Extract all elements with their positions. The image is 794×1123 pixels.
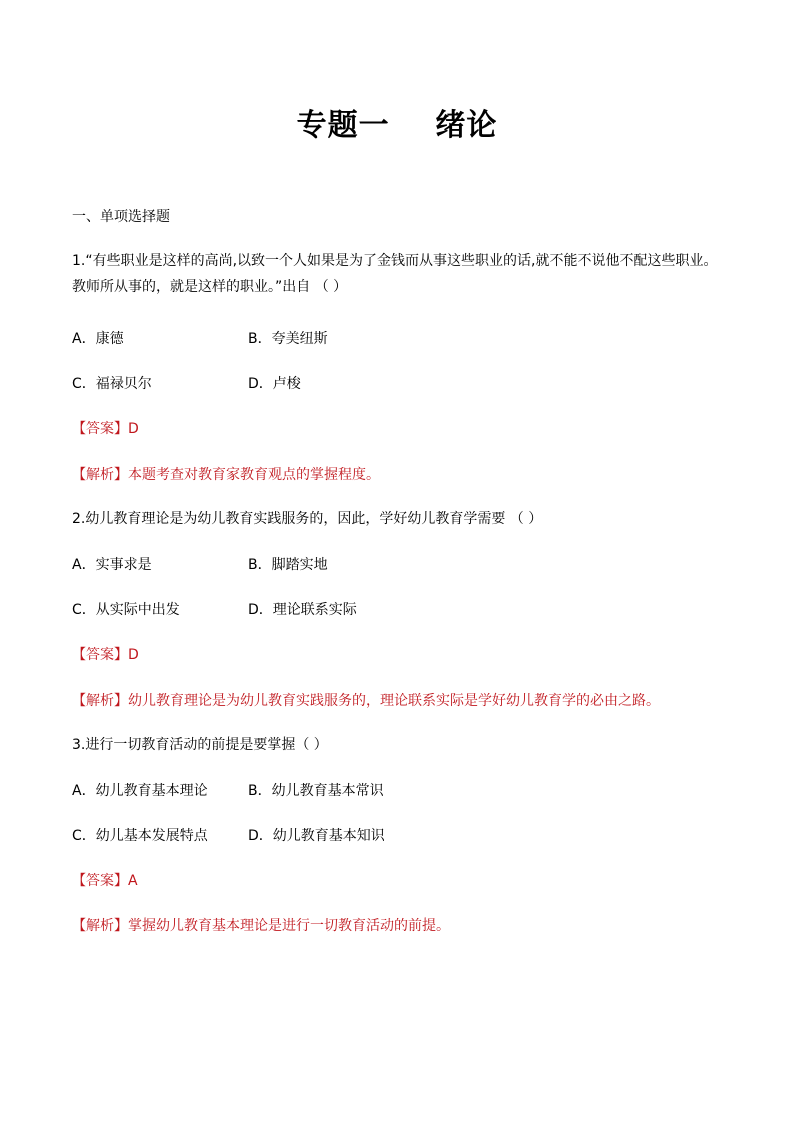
question-1-answer xyxy=(72,418,139,438)
answer-label: 【答案】 xyxy=(72,421,128,437)
question-1-option-d: D．卢梭 xyxy=(248,376,301,392)
question-2-option-d: D．理论联系实际 xyxy=(248,602,357,618)
question-1-line-2: 教师所从事的，就是这样的职业。”出自 （ ） xyxy=(72,279,348,295)
question-3-option-c: C．幼儿基本发展特点 xyxy=(72,828,208,844)
explanation-text: 本题考查对教育家教育观点的掌握程度。 xyxy=(128,467,380,483)
question-2-answer xyxy=(72,644,139,664)
question-3-explanation xyxy=(72,915,450,935)
explanation-label: 【解析】 xyxy=(72,693,128,709)
question-2-line-1: 2.幼儿教育理论是为幼儿教育实践服务的，因此，学好幼儿教育学需要 （ ） xyxy=(72,511,543,527)
question-3-option-d: D．幼儿教育基本知识 xyxy=(248,828,385,844)
question-1-option-c: C．福禄贝尔 xyxy=(72,376,152,392)
question-3-answer xyxy=(72,870,138,890)
question-3-option-a: A．幼儿教育基本理论 xyxy=(72,783,208,799)
question-3 xyxy=(72,732,732,758)
explanation-label: 【解析】 xyxy=(72,918,128,934)
answer-label: 【答案】 xyxy=(72,873,128,889)
answer-label: 【答案】 xyxy=(72,647,128,663)
explanation-text: 幼儿教育理论是为幼儿教育实践服务的，理论联系实际是学好幼儿教育学的必由之路。 xyxy=(128,693,660,709)
question-2-option-b: B．脚踏实地 xyxy=(248,557,328,573)
question-3-line-1: 3.进行一切教育活动的前提是要掌握（ ） xyxy=(72,737,328,753)
answer-value: A xyxy=(128,873,138,889)
explanation-label: 【解析】 xyxy=(72,467,128,483)
question-2-option-a: A．实事求是 xyxy=(72,557,152,573)
question-2-explanation xyxy=(72,690,660,710)
question-2 xyxy=(72,506,732,532)
question-1-option-a: A．康德 xyxy=(72,331,124,347)
question-3-option-b: B．幼儿教育基本常识 xyxy=(248,783,384,799)
question-1-line-1: 1.“有些职业是这样的高尚,以致一个人如果是为了金钱而从事这些职业的话,就不能不说他不配这些职业。 xyxy=(72,253,718,269)
question-1-explanation xyxy=(72,464,380,484)
section-heading: 一、单项选择题 xyxy=(72,209,170,225)
page-title: 专题一 绪论 xyxy=(296,108,498,143)
answer-value: D xyxy=(128,421,139,437)
question-2-option-c: C．从实际中出发 xyxy=(72,602,180,618)
explanation-text: 掌握幼儿教育基本理论是进行一切教育活动的前提。 xyxy=(128,918,450,934)
question-1 xyxy=(72,248,732,300)
answer-value: D xyxy=(128,647,139,663)
question-1-option-b: B．夸美纽斯 xyxy=(248,331,328,347)
